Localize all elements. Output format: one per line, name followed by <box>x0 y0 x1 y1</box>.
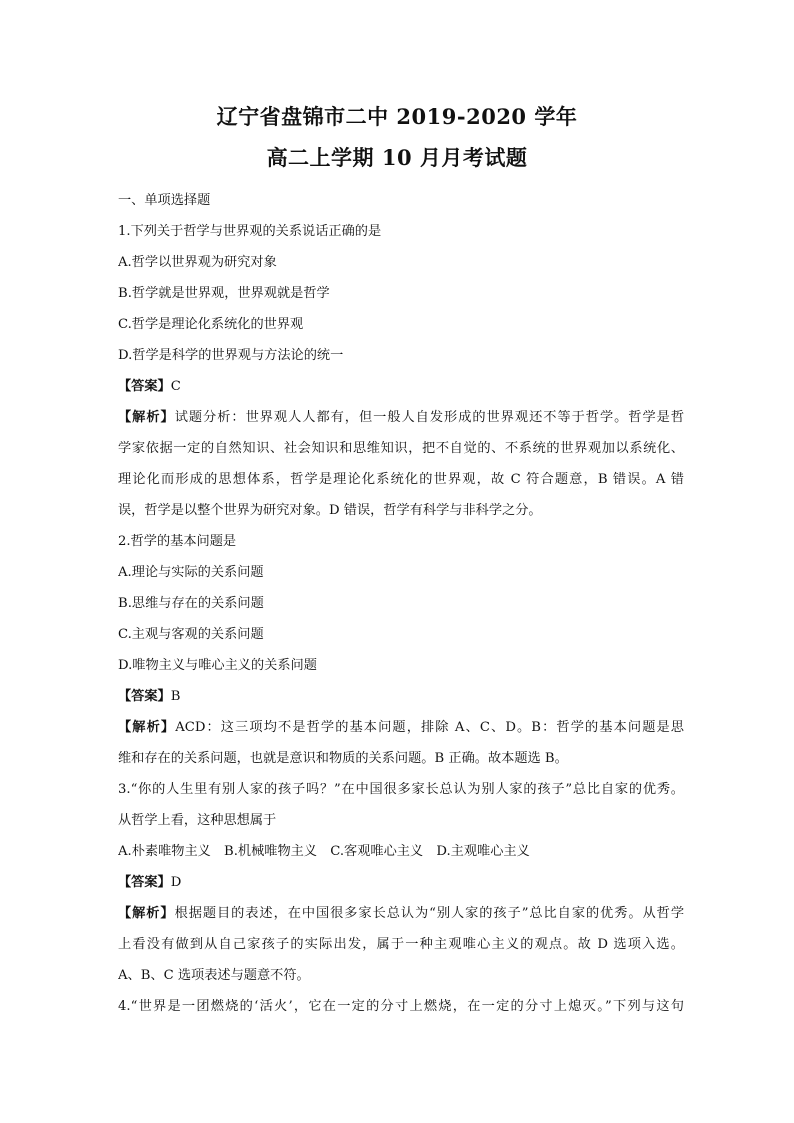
q2-answer <box>118 681 684 712</box>
q3-answer-tag: 【答案】 <box>118 875 171 890</box>
document-title-line2: 高二上学期 10 月月考试题 <box>266 145 528 170</box>
q3-analysis-tag: 【解析】 <box>118 906 175 921</box>
q1-answer-tag: 【答案】 <box>118 379 171 394</box>
q2-answer-value: B <box>170 689 181 704</box>
q3-analysis-line2: 上看没有做到从自己家孩子的实际出发，属于一种主观唯心主义的观点。故 D 选项入选。 <box>118 937 684 952</box>
section-heading: 一、单项选择题 <box>118 193 211 208</box>
q1-answer <box>118 371 684 402</box>
q3-options: A.朴素唯物主义 B.机械唯物主义 C.客观唯心主义 D.主观唯心主义 <box>118 844 530 859</box>
q2-analysis-text1: ACD：这三项均不是哲学的基本问题，排除 A、C、D。B：哲学的基本问题是思 <box>175 720 684 735</box>
q3-stem-line1: 3.“你的人生里有别人家的孩子吗？”在中国很多家长总认为别人家的孩子”总比自家的优秀。 <box>118 782 684 797</box>
document-body <box>118 185 684 1022</box>
q1-answer-value: C <box>170 379 181 394</box>
q2-stem: 2.哲学的基本问题是 <box>118 534 237 549</box>
q3-analysis-line3: A、B、C 选项表述与题意不符。 <box>118 968 310 983</box>
q1-analysis-line2: 学家依据一定的自然知识、社会知识和思维知识，把不自觉的、不系统的世界观加以系统化、 <box>118 441 684 456</box>
q4-stem-line1: 4.“世界是一团燃烧的‘活火’，它在一定的分寸上燃烧，在一定的分寸上熄灭。”下列与这句 <box>118 999 684 1014</box>
q3-analysis-text1: 根据题目的表述，在中国很多家长总认为“别人家的孩子”总比自家的优秀。从哲学 <box>174 906 684 921</box>
q2-analysis-line2: 维和存在的关系问题，也就是意识和物质的关系问题。B 正确。故本题选 B。 <box>118 751 568 766</box>
q1-analysis-line1 <box>118 402 684 433</box>
q1-option-c: C.哲学是理论化系统化的世界观 <box>118 317 304 332</box>
q3-stem-line2: 从哲学上看，这种思想属于 <box>118 813 277 828</box>
q3-answer <box>118 867 684 898</box>
q2-option-d: D.唯物主义与唯心主义的关系问题 <box>118 658 317 673</box>
q2-answer-tag: 【答案】 <box>118 689 171 704</box>
q1-stem: 1.下列关于哲学与世界观的关系说话正确的是 <box>118 224 382 239</box>
q1-analysis-line3: 理论化而形成的思想体系，哲学是理论化系统化的世界观，故 C 符合题意，B 错误。A 错 <box>118 472 684 487</box>
q2-option-a: A.理论与实际的关系问题 <box>118 565 264 580</box>
q1-analysis-text1: 试题分析：世界观人人都有，但一般人自发形成的世界观还不等于哲学。哲学是哲 <box>174 410 684 425</box>
q3-answer-value: D <box>170 875 182 890</box>
q2-analysis-line1 <box>118 712 684 743</box>
q1-option-b: B.哲学就是世界观，世界观就是哲学 <box>118 286 330 301</box>
q2-option-c: C.主观与客观的关系问题 <box>118 627 264 642</box>
q1-option-a: A.哲学以世界观为研究对象 <box>118 255 277 270</box>
q1-analysis-tag: 【解析】 <box>118 410 175 425</box>
document-title-line1: 辽宁省盘锦市二中 2019-2020 学年 <box>216 104 578 129</box>
q3-analysis-line1 <box>118 898 684 929</box>
q1-option-d: D.哲学是科学的世界观与方法论的统一 <box>118 348 344 363</box>
q1-analysis-line4: 误，哲学是以整个世界为研究对象。D 错误，哲学有科学与非科学之分。 <box>118 503 542 518</box>
q2-option-b: B.思维与存在的关系问题 <box>118 596 264 611</box>
q2-analysis-tag: 【解析】 <box>118 720 176 735</box>
